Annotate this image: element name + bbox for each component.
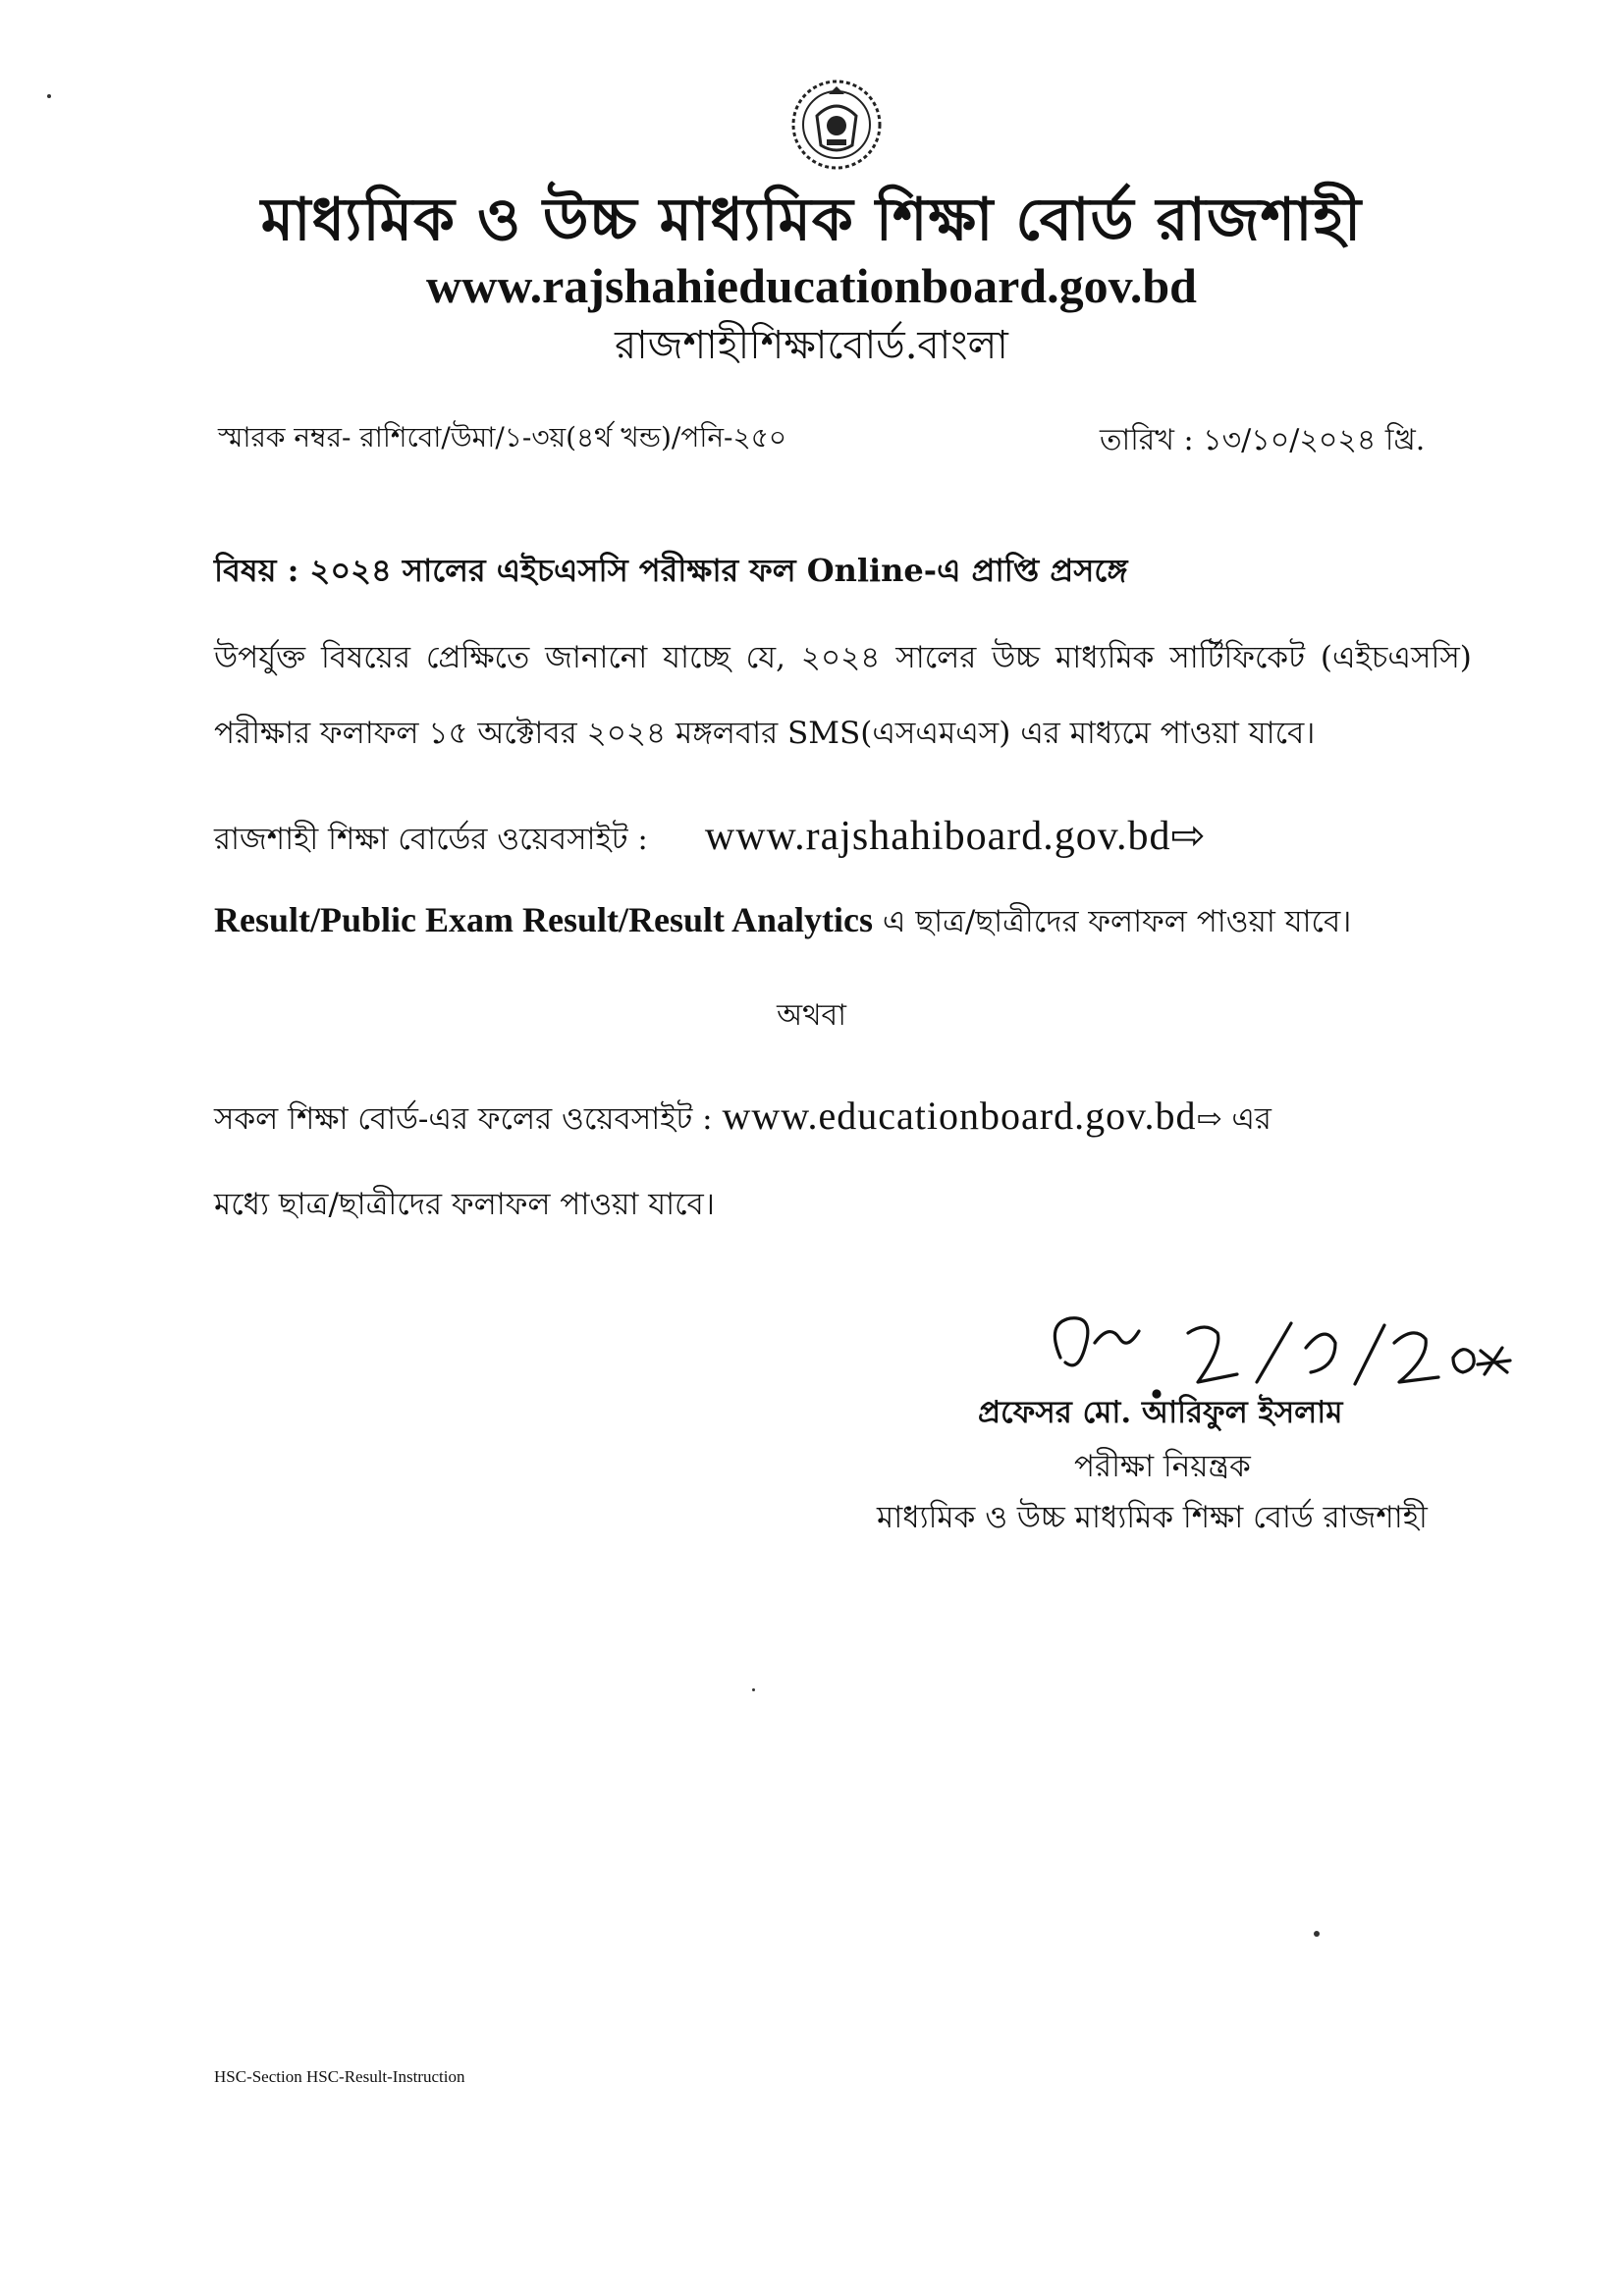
education-board-url: www.educationboard.gov.bd	[722, 1094, 1197, 1138]
or-separator: অথবা	[777, 998, 846, 1033]
footer-file-reference: HSC-Section HSC-Result-Instruction	[214, 2067, 465, 2086]
paragraph-1-line-1: উপর্যুক্ত বিষয়ের প্রেক্ষিতে জানানো যাচ্ছে যে, ২০২৪ সালের উচ্চ মাধ্যমিক সার্টিফিকেট (এইচএসসি)	[214, 640, 1472, 675]
memo-number: স্মারক নম্বর- রাশিবো/উমা/১-৩য়(৪র্থ খন্ড)/পনি-২৫০	[218, 421, 787, 454]
board-website: www.rajshahieducationboard.gov.bd	[426, 258, 1197, 313]
signatory-name: প্রফেসর মো. আরিফুল ইসলাম	[978, 1395, 1343, 1430]
paragraph-3-tail: এর	[1231, 1101, 1271, 1137]
paragraph-2-line-2	[214, 898, 1490, 949]
signatory-organization: মাধ্যমিক ও উচ্চ মাধ্যমিক শিক্ষা বোর্ড রাজশাহী	[877, 1500, 1428, 1535]
arrow-right-icon: ⇨	[1170, 814, 1207, 859]
arrow-right-icon: ⇨	[1196, 1101, 1222, 1137]
subject-line: বিষয় : ২০২৪ সালের এইচএসসি পরীক্ষার ফল Online-এ প্রাপ্তি প্রসঙ্গে	[214, 552, 1128, 589]
result-path: Result/Public Exam Result/Result Analytics	[214, 900, 874, 939]
scan-speck	[47, 94, 51, 98]
board-emblem-icon	[787, 77, 886, 173]
rajshahi-board-url: www.rajshahiboard.gov.bd	[704, 814, 1171, 859]
rajshahi-website-label: রাজশাহী শিক্ষা বোর্ডের ওয়েবসাইট :	[214, 822, 648, 857]
scan-speck	[1314, 1931, 1320, 1937]
paragraph-2-line-1	[214, 811, 1490, 867]
paragraph-1-line-2: পরীক্ষার ফলাফল ১৫ অক্টোবর ২০২৪ মঙ্গলবার SMS(এসএমএস) এর মাধ্যমে পাওয়া যাবে।	[214, 716, 1316, 751]
scan-speck	[752, 1688, 755, 1691]
memo-date: তারিখ : ১৩/১০/২০২৪ খ্রি.	[1100, 423, 1426, 457]
paragraph-2-rest: এ ছাত্র/ছাত্রীদের ফলাফল পাওয়া যাবে।	[882, 904, 1352, 939]
all-boards-website-label: সকল শিক্ষা বোর্ড-এর ফলের ওয়েবসাইট :	[214, 1101, 713, 1137]
board-title: মাধ্যমিক ও উচ্চ মাধ্যমিক শিক্ষা বোর্ড রাজশাহী	[260, 186, 1363, 254]
paragraph-3-line-1	[214, 1093, 1490, 1147]
signatory-designation: পরীক্ষা নিয়ন্ত্রক	[1074, 1449, 1251, 1484]
board-website-bangla: রাজশাহীশিক্ষাবোর্ড.বাংলা	[615, 323, 1008, 368]
paragraph-3-line-2: মধ্যে ছাত্র/ছাত্রীদের ফলাফল পাওয়া যাবে।	[214, 1187, 715, 1222]
